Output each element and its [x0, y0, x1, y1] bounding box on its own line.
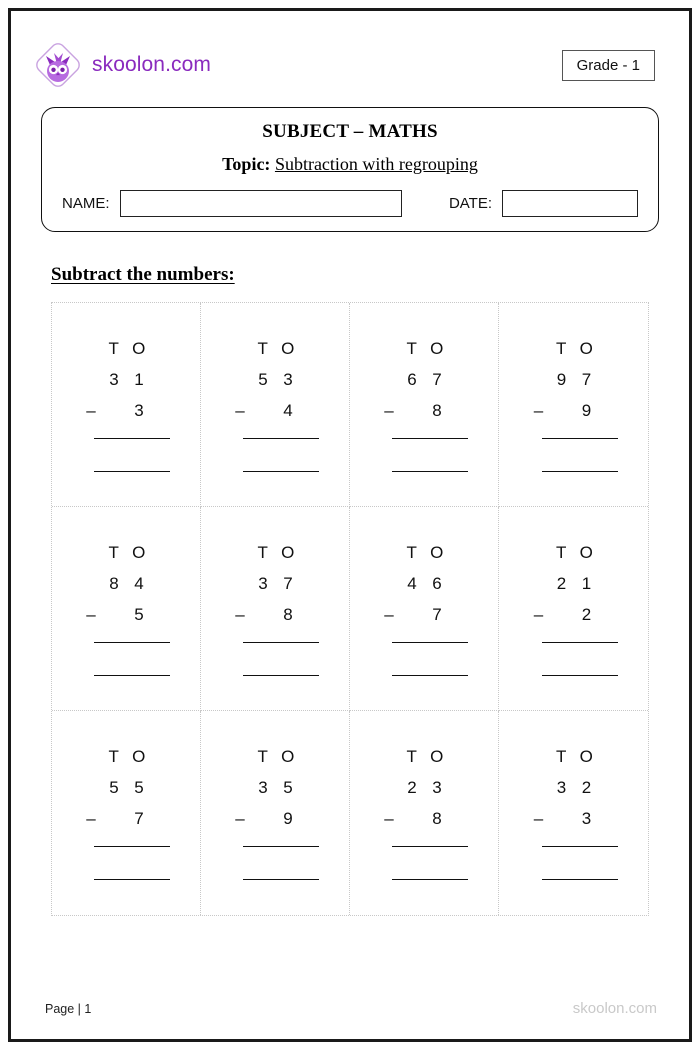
subtraction-sum: [378, 333, 470, 472]
minus-operator: –: [235, 604, 245, 624]
subject-panel: [41, 107, 659, 232]
subtrahend-row: [80, 395, 172, 426]
subtrahend-row: [528, 599, 620, 630]
minuend-ones: 3: [432, 777, 442, 797]
subtrahend-ones: 9: [283, 808, 293, 828]
subtrahend-row: [229, 599, 321, 630]
answer-rule-bottom: [392, 471, 468, 472]
owl-logo-icon: [33, 40, 83, 90]
subtrahend-row: [80, 599, 172, 630]
subtrahend-row: [378, 395, 470, 426]
minus-operator: –: [533, 400, 544, 420]
tens-header: T: [556, 338, 567, 358]
minuend-tens: 5: [258, 369, 268, 389]
minus-operator: –: [86, 604, 96, 624]
ones-header: O: [430, 542, 444, 562]
minuend-ones: 7: [432, 369, 442, 389]
minuend-row: [229, 772, 321, 803]
ones-header: O: [579, 338, 594, 358]
answer-rule-top: [94, 438, 170, 439]
column-headers: [229, 741, 321, 772]
subtraction-sum: [80, 537, 172, 676]
subtrahend-row: [378, 803, 470, 834]
worksheet-page: [8, 8, 692, 1042]
problem-grid: [51, 302, 649, 916]
subtraction-sum: [80, 333, 172, 472]
subtrahend-ones: 3: [134, 400, 144, 420]
tens-header: T: [257, 746, 269, 766]
subtraction-sum: [528, 333, 620, 472]
ones-header: O: [281, 338, 295, 358]
tens-header: T: [556, 542, 567, 562]
minuend-row: [229, 364, 321, 395]
subtraction-sum: [528, 537, 620, 676]
column-headers: [229, 537, 321, 568]
minuend-ones: 7: [283, 573, 293, 593]
column-headers: [378, 537, 470, 568]
tens-header: T: [108, 746, 120, 766]
answer-rule-bottom: [542, 675, 618, 676]
answer-rule-top: [392, 846, 468, 847]
minuend-tens: 9: [556, 369, 567, 389]
subtrahend-ones: 2: [581, 604, 592, 624]
column-headers: [528, 741, 620, 772]
minuend-row: [528, 772, 620, 803]
minuend-tens: 3: [109, 369, 119, 389]
minus-operator: –: [235, 400, 245, 420]
subtrahend-ones: 5: [134, 604, 144, 624]
problem-cell: [52, 711, 201, 915]
answer-rule-bottom: [542, 879, 618, 880]
minuend-tens: 2: [407, 777, 417, 797]
subtraction-sum: [229, 741, 321, 880]
problem-cell: [350, 507, 499, 711]
minuend-tens: 8: [109, 573, 119, 593]
column-headers: [378, 333, 470, 364]
page-inner: [11, 11, 689, 1039]
column-headers: [80, 537, 172, 568]
ones-header: O: [430, 746, 444, 766]
minuend-row: [378, 364, 470, 395]
minus-operator: –: [235, 808, 245, 828]
minuend-ones: 1: [134, 369, 144, 389]
minuend-row: [378, 772, 470, 803]
minuend-ones: 1: [581, 573, 592, 593]
column-headers: [378, 741, 470, 772]
minus-operator: –: [533, 604, 544, 624]
subtrahend-ones: 3: [581, 808, 592, 828]
answer-rule-bottom: [94, 675, 170, 676]
ones-header: O: [132, 746, 146, 766]
subtrahend-ones: 8: [432, 400, 442, 420]
minus-operator: –: [86, 400, 96, 420]
problem-cell: [499, 507, 648, 711]
answer-rule-bottom: [94, 879, 170, 880]
subtrahend-ones: 7: [432, 604, 442, 624]
subtrahend-row: [378, 599, 470, 630]
subtrahend-row: [229, 803, 321, 834]
ones-header: O: [132, 338, 146, 358]
answer-rule-top: [94, 642, 170, 643]
topic-value: Subtraction with regrouping: [274, 154, 478, 174]
answer-rule-bottom: [392, 879, 468, 880]
problem-cell: [350, 711, 499, 915]
minus-operator: –: [384, 604, 394, 624]
minus-operator: –: [86, 808, 96, 828]
minuend-row: [80, 772, 172, 803]
minuend-ones: 6: [432, 573, 442, 593]
answer-rule-bottom: [243, 471, 319, 472]
subtrahend-ones: 8: [283, 604, 293, 624]
minuend-tens: 2: [556, 573, 567, 593]
minus-operator: –: [384, 400, 394, 420]
minuend-ones: 3: [283, 369, 293, 389]
answer-rule-bottom: [243, 879, 319, 880]
column-headers: [80, 741, 172, 772]
column-headers: [229, 333, 321, 364]
ones-header: O: [281, 542, 295, 562]
minuend-tens: 3: [258, 777, 268, 797]
answer-rule-bottom: [392, 675, 468, 676]
page-number: Page | 1: [45, 1001, 92, 1016]
answer-rule-top: [392, 642, 468, 643]
footer-brand: skoolon.com: [572, 1000, 657, 1017]
date-label: DATE:: [448, 195, 492, 212]
minuend-row: [528, 364, 620, 395]
grade-badge: Grade - 1: [562, 50, 655, 81]
name-label: NAME:: [62, 195, 110, 212]
minuend-ones: 5: [283, 777, 293, 797]
tens-header: T: [406, 746, 418, 766]
minuend-ones: 5: [134, 777, 144, 797]
minus-operator: –: [384, 808, 394, 828]
tens-header: T: [556, 746, 567, 766]
minuend-tens: 3: [556, 777, 567, 797]
minuend-row: [378, 568, 470, 599]
column-headers: [528, 333, 620, 364]
answer-rule-top: [94, 846, 170, 847]
tens-header: T: [257, 338, 269, 358]
problem-cell: [52, 507, 201, 711]
subtrahend-ones: 7: [134, 808, 144, 828]
answer-rule-top: [243, 438, 319, 439]
instruction-wrap: [33, 232, 667, 286]
problem-cell: [499, 303, 648, 507]
subtrahend-ones: 8: [432, 808, 442, 828]
ones-header: O: [579, 542, 594, 562]
ones-header: O: [281, 746, 295, 766]
minuend-ones: 4: [134, 573, 144, 593]
minuend-row: [80, 364, 172, 395]
subtraction-sum: [80, 741, 172, 880]
minuend-row: [528, 568, 620, 599]
tens-header: T: [108, 338, 120, 358]
subtraction-sum: [229, 537, 321, 676]
problem-cell: [499, 711, 648, 915]
instruction-heading: Subtract the numbers:: [51, 264, 235, 285]
minuend-tens: 5: [109, 777, 119, 797]
minuend-tens: 6: [407, 369, 417, 389]
answer-rule-top: [542, 642, 618, 643]
topic-row: [58, 154, 642, 175]
answer-rule-top: [392, 438, 468, 439]
brand-logo: [33, 40, 211, 90]
answer-rule-bottom: [94, 471, 170, 472]
subtraction-sum: [378, 741, 470, 880]
answer-rule-top: [243, 642, 319, 643]
ones-header: O: [132, 542, 146, 562]
minuend-row: [229, 568, 321, 599]
topic-label: Topic:: [222, 154, 271, 174]
problem-cell: [201, 507, 350, 711]
minus-operator: –: [533, 808, 544, 828]
subtrahend-ones: 4: [283, 400, 293, 420]
tens-header: T: [108, 542, 120, 562]
answer-rule-top: [243, 846, 319, 847]
date-input[interactable]: [502, 190, 638, 217]
answer-rule-top: [542, 438, 618, 439]
subtrahend-row: [528, 803, 620, 834]
problem-cell: [201, 303, 350, 507]
column-headers: [80, 333, 172, 364]
column-headers: [528, 537, 620, 568]
subtraction-sum: [378, 537, 470, 676]
header-bar: [33, 11, 667, 101]
problem-cell: [350, 303, 499, 507]
subtrahend-row: [528, 395, 620, 426]
subtraction-sum: [229, 333, 321, 472]
minuend-ones: 7: [581, 369, 592, 389]
tens-header: T: [257, 542, 269, 562]
tens-header: T: [406, 338, 418, 358]
ones-header: O: [579, 746, 594, 766]
subtrahend-row: [229, 395, 321, 426]
name-input[interactable]: [120, 190, 402, 217]
tens-header: T: [406, 542, 418, 562]
minuend-tens: 4: [407, 573, 417, 593]
problem-cell: [52, 303, 201, 507]
student-fields: [58, 190, 642, 217]
problem-cell: [201, 711, 350, 915]
subtraction-sum: [528, 741, 620, 880]
footer-bar: [33, 1000, 667, 1017]
subtrahend-ones: 9: [581, 400, 592, 420]
answer-rule-top: [542, 846, 618, 847]
subtrahend-row: [80, 803, 172, 834]
brand-name: skoolon.com: [92, 53, 211, 76]
answer-rule-bottom: [542, 471, 618, 472]
minuend-row: [80, 568, 172, 599]
minuend-tens: 3: [258, 573, 268, 593]
minuend-ones: 2: [581, 777, 592, 797]
subject-title: SUBJECT – MATHS: [262, 121, 438, 142]
ones-header: O: [430, 338, 444, 358]
answer-rule-bottom: [243, 675, 319, 676]
